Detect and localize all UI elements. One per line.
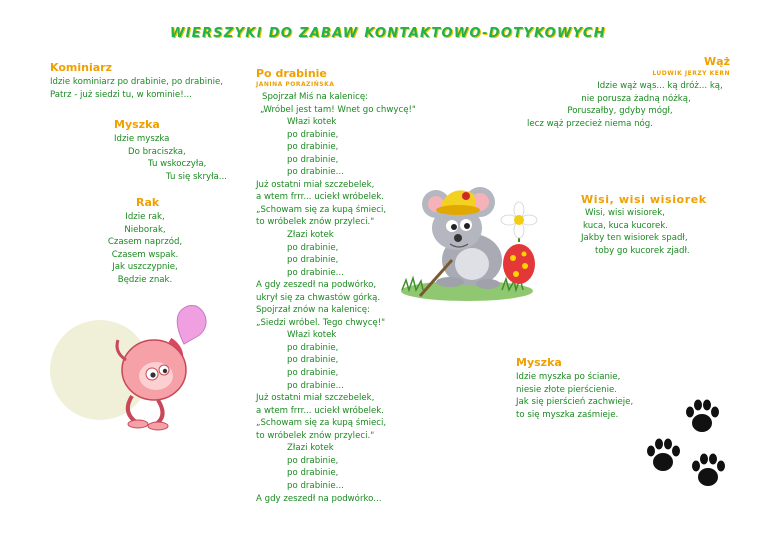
poem-line: Jakby ten wisiorek spadł, xyxy=(581,233,688,244)
poem-line: a wtem frrr... uciekł wróbelek. xyxy=(256,405,384,416)
poem-line: Czasem naprzód, xyxy=(107,237,183,248)
rak-poem xyxy=(100,211,190,287)
poem-line: po drabinie, xyxy=(287,142,339,153)
poem-line: Idzie myszka xyxy=(114,134,170,144)
poem-line: to się myszka zaśmieje. xyxy=(516,409,619,420)
myszka1-poem xyxy=(114,133,227,183)
poem-line: Jak się pierścień zachwieje, xyxy=(516,397,634,408)
mouse-illustration xyxy=(392,178,542,306)
poem-line: Do braciszka, xyxy=(128,146,186,157)
poem-line: po drabinie... xyxy=(287,480,344,491)
poem-line: ukrył się za chwastów górką. xyxy=(256,292,381,303)
poem-line: niesie złote pierścienie. xyxy=(516,384,617,395)
kominiarz-poem xyxy=(50,76,223,101)
poem-line: Spojrzał Miś na kalenicę: xyxy=(262,92,369,102)
poem-line: po drabinie, xyxy=(287,242,339,253)
poem-line: Złazi kotek xyxy=(287,230,334,241)
poem-line: Tu się skryła... xyxy=(166,171,227,182)
poem-line: po drabinie, xyxy=(287,455,339,466)
poem-line: Czasem wspak. xyxy=(111,249,179,260)
poem-line: Patrz - już siedzi tu, w kominie!... xyxy=(50,89,192,100)
poem-line: Już ostatni miał szczebelek, xyxy=(256,393,375,404)
paw-print-icon xyxy=(645,437,681,475)
poem-line: po drabinie, xyxy=(287,355,339,366)
wisi-heading: Wisi, wisi wisiorek xyxy=(581,193,707,206)
poem-line: Włazi kotek xyxy=(287,330,337,341)
poem-line: to wróbelek znów przyleci." xyxy=(256,430,375,441)
poem-line: Włazi kotek xyxy=(287,117,337,128)
poem-line: Idzie rak, xyxy=(125,212,165,222)
poem-line: a wtem frrr... uciekł wróbelek. xyxy=(256,192,384,203)
pink-creature-illustration xyxy=(48,300,218,435)
waz-heading: Wąż xyxy=(704,55,730,68)
poem-line: „Siedzi wróbel. Tego chwycę!" xyxy=(256,317,386,328)
poem-line: po drabinie... xyxy=(287,267,344,278)
myszka2-poem xyxy=(516,371,633,421)
poem-line: „Schowam się za kupą śmieci, xyxy=(256,418,387,429)
kominiarz-heading: Kominiarz xyxy=(50,61,112,74)
poem-line: Idzie myszka po ścianie, xyxy=(516,372,621,382)
poem-line: toby go kucorek zjadł. xyxy=(595,245,690,256)
poem-line: A gdy zeszedł na podwórko... xyxy=(256,493,382,504)
paw-print-icon xyxy=(684,398,720,436)
poem-line: lecz wąż przecież niema nóg. xyxy=(527,118,653,129)
poem-line: Wisi, wisi wisiorek, xyxy=(585,208,665,218)
page-title: WIERSZYKI DO ZABAW KONTAKTOWO-DOTYKOWYCH xyxy=(170,26,606,41)
poem-line: to wróbelek znów przyleci." xyxy=(256,217,375,228)
poem-line: Jak uszczypnie, xyxy=(112,262,178,273)
poem-line: kuca, kuca kucorek. xyxy=(583,220,668,231)
poem-line: Już ostatni miał szczebelek, xyxy=(256,179,375,190)
poem-line: po drabinie, xyxy=(287,255,339,266)
myszka1-heading: Myszka xyxy=(114,118,160,131)
poem-line: Idzie wąż wąs... ką dróż... ką, xyxy=(597,81,723,91)
waz-poem xyxy=(510,80,730,130)
poem-line: Idzie kominiarz po drabinie, po drabinie, xyxy=(50,77,223,87)
paw-print-icon xyxy=(690,452,726,490)
poem-line: Złazi kotek xyxy=(287,443,334,454)
poem-line: po drabinie, xyxy=(287,154,339,165)
poem-line: Nieborak, xyxy=(124,224,166,235)
po-drabinie-heading: Po drabinie xyxy=(256,67,327,80)
poem-line: Tu wskoczyła, xyxy=(148,159,207,170)
po-drabinie-author: JANINA PORAZIŃSKA xyxy=(256,81,335,88)
poem-line: „Wróbel jest tam! Wnet go chwycę!" xyxy=(260,104,416,115)
myszka2-heading: Myszka xyxy=(516,356,562,369)
poem-line: A gdy zeszedł na podwórko, xyxy=(256,280,377,291)
poem-line: Spojrzał znów na kalenicę: xyxy=(256,305,370,316)
poem-line: po drabinie, xyxy=(287,468,339,479)
waz-author: LUDWIK JERZY KERN xyxy=(652,70,730,77)
poem-line: po drabinie... xyxy=(287,380,344,391)
poem-line: Będzie znak. xyxy=(117,274,173,285)
poem-line: po drabinie, xyxy=(287,129,339,140)
poem-line: po drabinie, xyxy=(287,342,339,353)
poem-line: po drabinie... xyxy=(287,167,344,178)
rak-heading: Rak xyxy=(136,196,160,209)
poem-line: Poruszałby, gdyby mógł, xyxy=(567,106,673,117)
poem-line: po drabinie, xyxy=(287,368,339,379)
poem-line: nie porusza żadną nóżką, xyxy=(581,93,691,104)
poem-line: „Schowam się za kupą śmieci, xyxy=(256,204,387,215)
wisi-poem xyxy=(581,207,690,257)
